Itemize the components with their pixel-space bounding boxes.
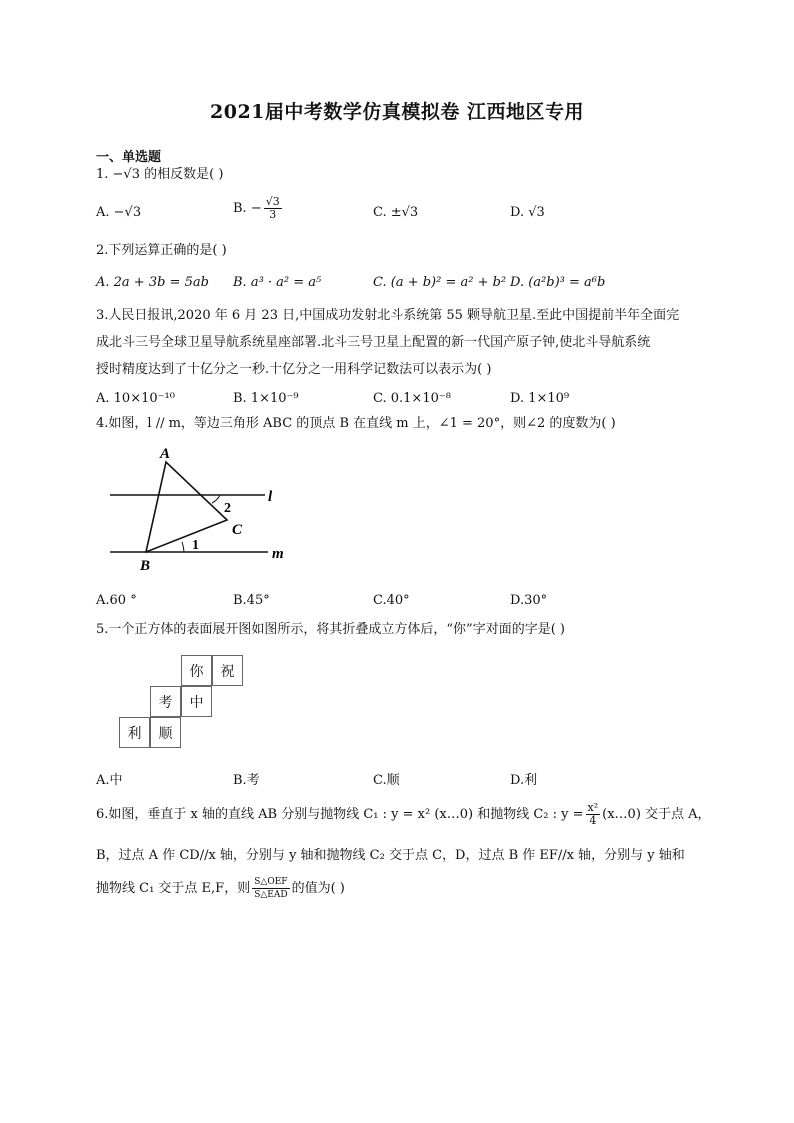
- q3-option-c: C. 0.1×10⁻⁸: [373, 391, 451, 406]
- q1-option-d: D. √3: [510, 205, 545, 220]
- label-angle-2: 2: [224, 501, 231, 516]
- q1-option-b-prefix: B. −: [233, 201, 262, 216]
- net-cell-zhu: 祝: [212, 655, 243, 686]
- q4-option-c: C.40°: [373, 593, 410, 608]
- q2-option-d: D. (a²b)³ = a⁶b: [510, 275, 606, 290]
- q3-option-d: D. 1×10⁹: [510, 391, 570, 406]
- label-b: B: [140, 558, 151, 574]
- q6-line-1-text-a: 6.如图，垂直于 x 轴的直线 AB 分别与抛物线 C₁ : y = x² (x…0) 和抛物线 C₂ : y =: [96, 806, 584, 822]
- q6-ratio-denominator: S△EAD: [254, 890, 288, 900]
- q6-area-ratio: [252, 876, 289, 901]
- q1-option-b: [233, 196, 284, 221]
- q1-option-a: A. −√3: [96, 205, 142, 220]
- q5-option-c: C.顺: [373, 773, 400, 788]
- question-3-line-3: 授时精度达到了十亿分之一秒.十亿分之一用科学记数法可以表示为( ): [96, 362, 492, 377]
- net-cell-kao: 考: [150, 686, 181, 717]
- question-6-line-3: [96, 876, 345, 901]
- angle-1-arc: [182, 542, 184, 552]
- q1-b-numerator: √3: [265, 195, 280, 208]
- net-cell-zhong: 中: [181, 686, 212, 717]
- q6-line-1-text-b: (x…0) 交于点 A，: [602, 806, 711, 822]
- q5-cube-net: [117, 655, 247, 755]
- q4-parallel-lines-triangle-figure: [100, 440, 300, 580]
- q4-option-a: A.60 °: [96, 593, 137, 608]
- q6-line-3-text-b: 的值为( ): [291, 880, 345, 896]
- q1-option-b-fraction: [264, 196, 282, 221]
- section-heading: 一、单选题: [96, 150, 162, 165]
- question-1-stem: 1. −√3 的相反数是( ): [96, 167, 224, 182]
- question-5-stem: 5.一个正方体的表面展开图如图所示，将其折叠成立方体后，“你”字对面的字是( ): [96, 622, 565, 637]
- net-cell-shun: 顺: [150, 717, 181, 748]
- q6-ratio-numerator: S△OEF: [254, 877, 288, 887]
- q4-option-b: B.45°: [233, 593, 270, 608]
- question-6-line-2: B，过点 A 作 CD//x 轴，分别与 y 轴和抛物线 C₂ 交于点 C，D，过点 B 作 EF//x 轴，分别与 y 轴和: [96, 848, 685, 863]
- label-l: l: [268, 489, 273, 505]
- q5-option-b: B.考: [233, 773, 260, 788]
- label-m: m: [272, 546, 284, 562]
- triangle-abc: [146, 462, 227, 552]
- q2-option-b: B. a³ · a² = a⁵: [233, 275, 322, 290]
- q1-b-denominator: 3: [269, 208, 277, 221]
- q6-line-3-text-a: 抛物线 C₁ 交于点 E,F，则: [96, 880, 251, 896]
- label-a: A: [160, 446, 171, 462]
- question-2-stem: 2.下列运算正确的是( ): [96, 243, 227, 258]
- page-title: 2021届中考数学仿真模拟卷 江西地区专用: [210, 101, 584, 123]
- q2-option-c: C. (a + b)² = a² + b²: [373, 275, 507, 290]
- question-6-line-1: [96, 802, 711, 827]
- q2-option-a: A. 2a + 3b = 5ab: [96, 275, 209, 290]
- q1-option-c: C. ±√3: [373, 205, 419, 220]
- q4-option-d: D.30°: [510, 593, 548, 608]
- net-cell-ni: 你: [181, 655, 212, 686]
- net-cell-li: 利: [119, 717, 150, 748]
- angle-2-arc: [212, 495, 220, 503]
- q6-line-1-fraction: [586, 802, 601, 827]
- q5-option-a: A.中: [96, 773, 123, 788]
- label-angle-1: 1: [192, 538, 199, 553]
- question-4-stem: 4.如图，l // m，等边三角形 ABC 的顶点 B 在直线 m 上，∠1 = 20°，则∠2 的度数为( ): [96, 416, 616, 431]
- question-3-line-2: 成北斗三号全球卫星导航系统星座部署.北斗三号卫星上配置的新一代国产原子钟,使北斗导航系统: [96, 335, 651, 350]
- q3-option-b: B. 1×10⁻⁹: [233, 391, 299, 406]
- question-3-line-1: 3.人民日报讯,2020 年 6 月 23 日,中国成功发射北斗系统第 55 颗导航卫星.至此中国提前半年全面完: [96, 308, 680, 323]
- q5-option-d: D.利: [510, 773, 538, 788]
- q6-fraction-denominator: 4: [589, 814, 597, 827]
- label-c: C: [232, 522, 243, 538]
- q6-fraction-numerator: x²: [587, 801, 599, 814]
- q3-option-a: A. 10×10⁻¹⁰: [96, 391, 175, 406]
